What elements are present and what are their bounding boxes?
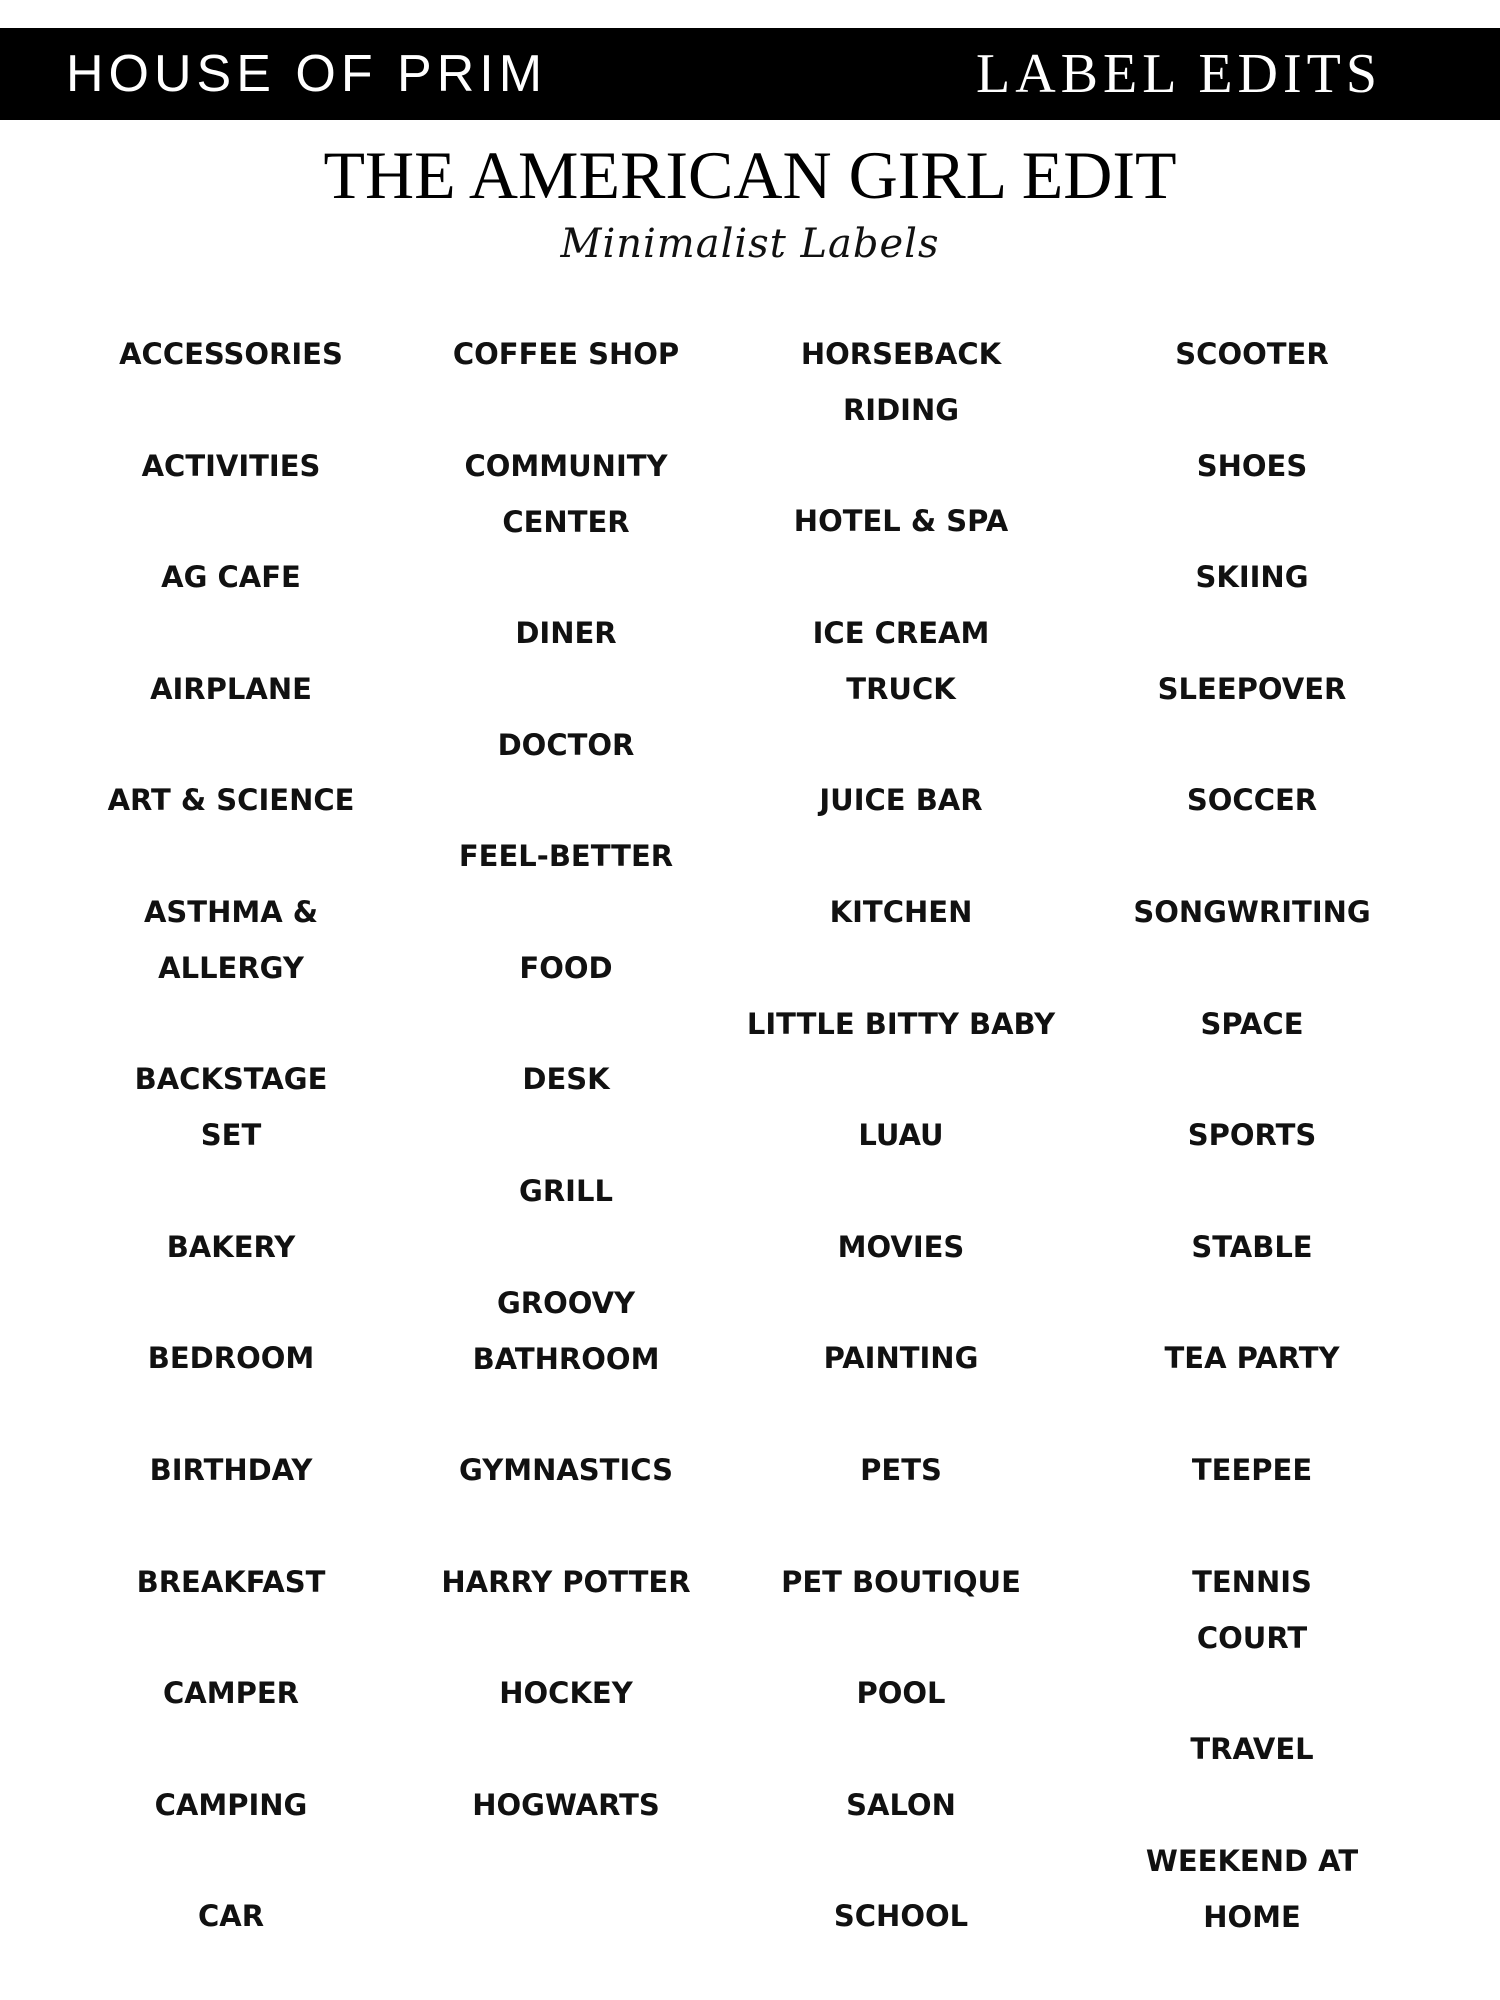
label-line: SKIING xyxy=(1195,560,1309,595)
label-line: BATHROOM xyxy=(472,1341,660,1376)
label-item xyxy=(701,1554,1101,1610)
label-line: BAKERY xyxy=(166,1229,296,1264)
label-line: PET BOUTIQUE xyxy=(781,1564,1021,1599)
label-line: GROOVY xyxy=(496,1285,636,1320)
label-item xyxy=(31,1888,431,1944)
label-item xyxy=(31,1219,431,1275)
label-item xyxy=(31,549,431,605)
label-item xyxy=(1052,1442,1452,1498)
label-line: WEEKEND AT xyxy=(1145,1843,1359,1878)
label-line: DOCTOR xyxy=(497,727,635,762)
label-item xyxy=(366,1051,766,1107)
series-name: LABEL EDITS xyxy=(976,43,1382,105)
label-line: DINER xyxy=(515,616,617,650)
label-item xyxy=(701,1777,1101,1833)
label-line: DESK xyxy=(522,1062,610,1097)
label-item xyxy=(701,1442,1101,1498)
label-line: SLEEPOVER xyxy=(1157,671,1347,706)
label-line: HOTEL & SPA xyxy=(793,504,1009,539)
label-line: KITCHEN xyxy=(829,895,973,929)
label-line: GRILL xyxy=(519,1174,613,1208)
label-line: FEEL-BETTER xyxy=(458,839,674,874)
label-line: AG CAFE xyxy=(161,560,301,595)
label-item xyxy=(1052,1833,1452,1945)
label-item xyxy=(1052,996,1452,1052)
label-line: ACCESSORIES xyxy=(119,337,343,371)
label-line: BEDROOM xyxy=(147,1341,315,1376)
label-line: LUAU xyxy=(858,1118,944,1153)
label-line: RIDING xyxy=(842,393,960,427)
label-line: COMMUNITY xyxy=(464,448,668,483)
label-item xyxy=(1052,549,1452,605)
label-item xyxy=(1052,438,1452,494)
label-line: CENTER xyxy=(502,504,630,539)
label-item xyxy=(1052,1554,1452,1666)
label-item xyxy=(701,1330,1101,1386)
label-item xyxy=(1052,1721,1452,1777)
label-line: HOGWARTS xyxy=(472,1787,660,1822)
label-line: ALLERGY xyxy=(158,951,304,985)
label-item xyxy=(701,1219,1101,1275)
label-line: LITTLE BITTY BABY xyxy=(746,1006,1056,1041)
label-line: CAR xyxy=(197,1899,265,1934)
page-subtitle: Minimalist Labels xyxy=(560,221,940,267)
label-line: SCHOOL xyxy=(833,1899,969,1934)
label-line: SONGWRITING xyxy=(1133,895,1371,929)
label-line: TRAVEL xyxy=(1190,1732,1314,1766)
label-line: HARRY POTTER xyxy=(441,1564,691,1599)
label-item xyxy=(701,1888,1101,1944)
label-item xyxy=(701,605,1101,717)
label-line: CAMPER xyxy=(163,1676,299,1711)
label-item xyxy=(1052,1219,1452,1275)
label-item xyxy=(701,326,1101,438)
label-line: HOCKEY xyxy=(499,1676,633,1711)
brand-name: HOUSE OF PRIM xyxy=(66,45,548,103)
label-item xyxy=(701,493,1101,549)
label-line: TRUCK xyxy=(846,672,956,706)
label-item xyxy=(366,828,766,884)
label-line: BACKSTAGE xyxy=(134,1062,328,1097)
label-line: BIRTHDAY xyxy=(149,1453,313,1487)
label-line: STABLE xyxy=(1191,1229,1313,1264)
label-line: PETS xyxy=(860,1453,942,1487)
label-line: GYMNASTICS xyxy=(459,1453,673,1487)
label-line: ACTIVITIES xyxy=(141,448,321,483)
label-line: PAINTING xyxy=(823,1341,979,1376)
label-item xyxy=(31,772,431,828)
label-line: ICE CREAM xyxy=(812,616,990,650)
label-item xyxy=(701,1107,1101,1163)
label-item xyxy=(31,661,431,717)
label-line: SHOES xyxy=(1196,448,1308,483)
label-line: MOVIES xyxy=(837,1229,965,1264)
label-item xyxy=(366,717,766,773)
label-line: SALON xyxy=(846,1787,956,1822)
label-item xyxy=(366,1163,766,1219)
label-line: CAMPING xyxy=(154,1787,308,1822)
label-line: TEA PARTY xyxy=(1164,1341,1340,1376)
label-item xyxy=(1052,884,1452,940)
label-item xyxy=(1052,772,1452,828)
label-line: ASTHMA & xyxy=(143,895,319,929)
label-line: TENNIS xyxy=(1192,1564,1312,1599)
label-line: JUICE BAR xyxy=(819,783,983,818)
label-item xyxy=(701,884,1101,940)
label-line: BREAKFAST xyxy=(136,1564,326,1599)
label-item xyxy=(701,772,1101,828)
label-item xyxy=(1052,661,1452,717)
label-line: POOL xyxy=(856,1676,946,1711)
label-item xyxy=(1052,1107,1452,1163)
page-title: THE AMERICAN GIRL EDIT xyxy=(323,137,1177,213)
label-item xyxy=(701,1665,1101,1721)
label-item xyxy=(1052,1330,1452,1386)
label-line: SCOOTER xyxy=(1175,337,1329,371)
label-line: COURT xyxy=(1196,1620,1308,1655)
label-line: SPORTS xyxy=(1187,1118,1317,1153)
label-line: SOCCER xyxy=(1186,783,1318,818)
label-line: TEEPEE xyxy=(1191,1453,1313,1487)
label-line: AIRPLANE xyxy=(150,671,312,706)
label-line: SPACE xyxy=(1200,1006,1304,1041)
label-line: HOME xyxy=(1203,1899,1301,1934)
header-bar xyxy=(0,28,1500,120)
label-line: SET xyxy=(200,1118,262,1153)
label-line: FOOD xyxy=(519,950,613,985)
label-item xyxy=(1052,326,1452,382)
label-item xyxy=(701,996,1101,1052)
label-line: COFFEE SHOP xyxy=(452,337,680,371)
label-line: HORSEBACK xyxy=(800,337,1002,371)
label-item xyxy=(366,940,766,996)
label-line: ART & SCIENCE xyxy=(107,783,355,818)
